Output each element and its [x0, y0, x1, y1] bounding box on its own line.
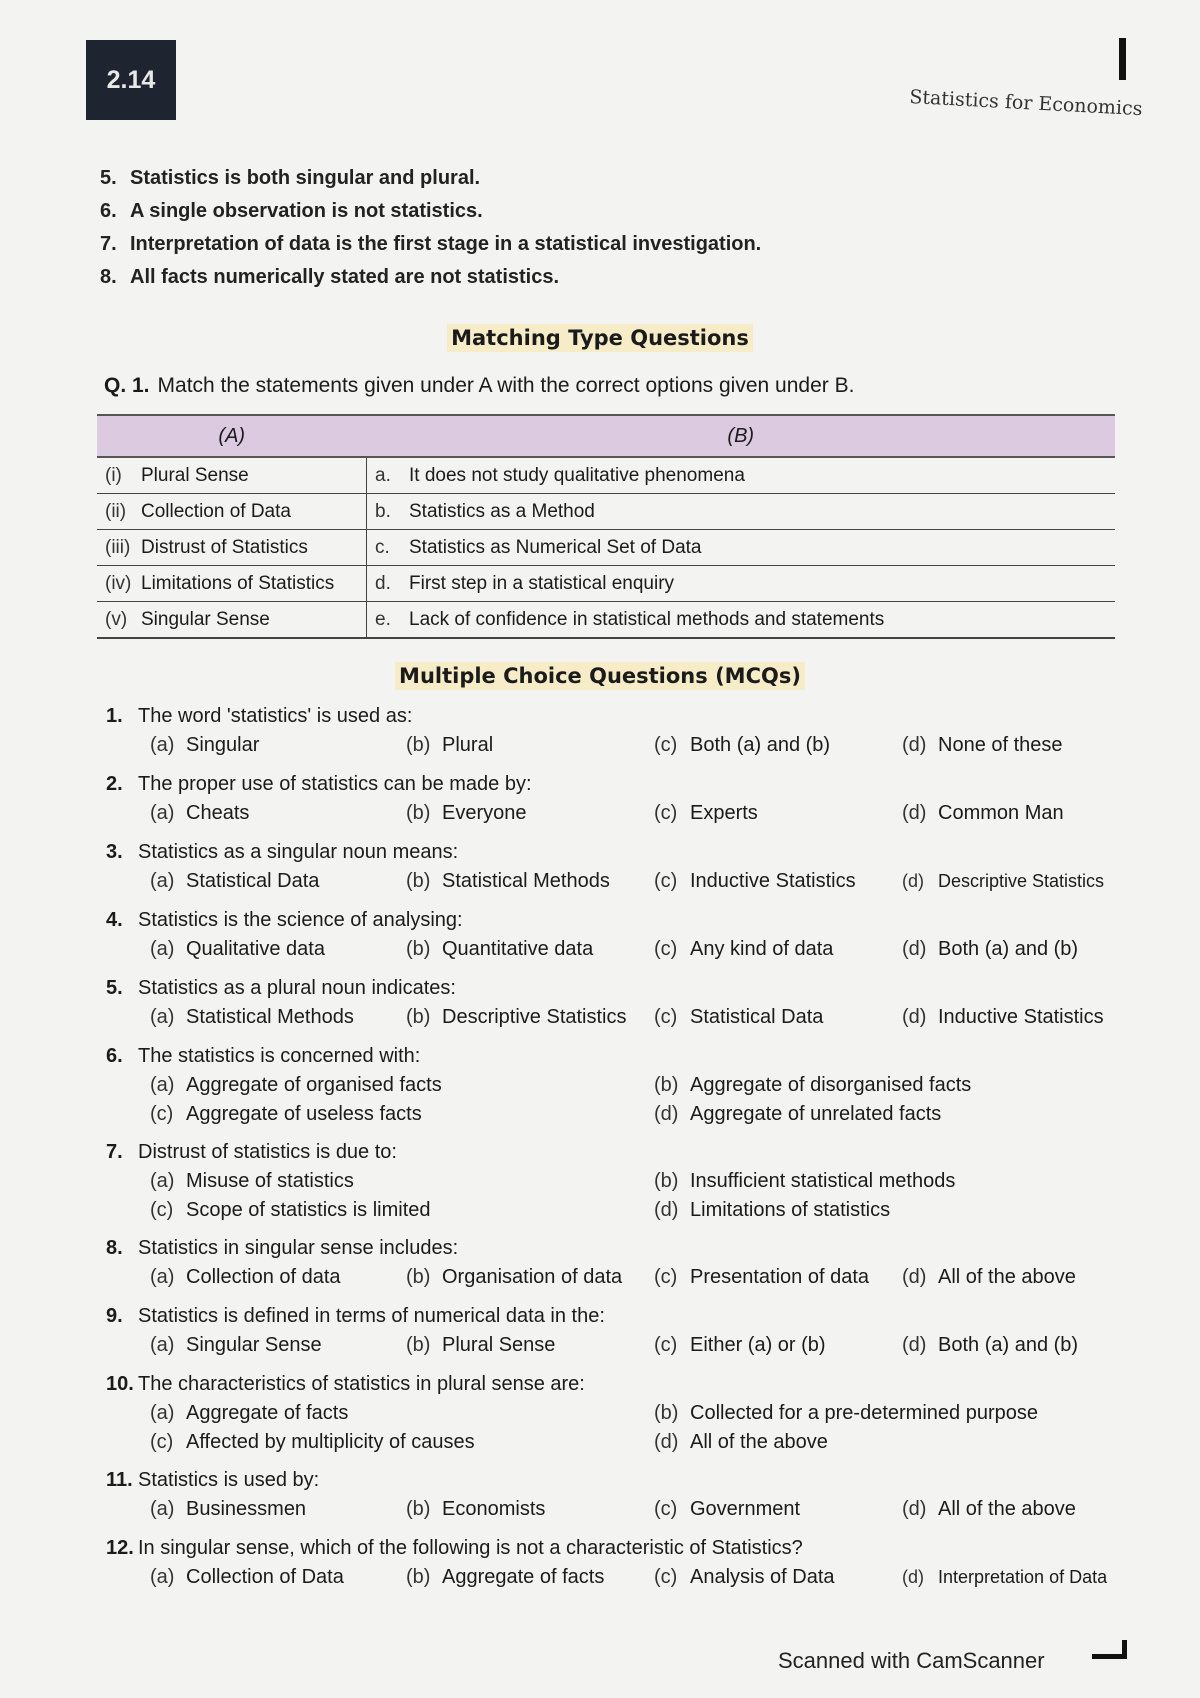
list-item: 6. A single observation is not statistics.	[100, 200, 483, 222]
mcq-question: 4. Statistics is the science of analysing: (a) Qualitative data (b) Quantitative data (c) Any kind of data (d) Both (a) and (b)	[106, 909, 1079, 960]
mcq-question: 7. Distrust of statistics is due to: (a) Misuse of statistics (b) Insufficient statistical methods (c) Scope of statistics is limited (d) Limitations of statistics	[106, 1141, 956, 1221]
list-item: 5. Statistics is both singular and plural.	[100, 167, 481, 189]
mcq-question: 5. Statistics as a plural noun indicates: (a) Statistical Methods (b) Descriptive Statistics (c) Statistical Data (d) Inductive Statistics	[106, 977, 1104, 1028]
true-false-list	[100, 162, 761, 294]
mcq-question: 9. Statistics is defined in terms of numerical data in the: (a) Singular Sense (b) Plural Sense (c) Either (a) or (b) (d) Both (a) and (b)	[106, 1305, 1079, 1356]
matching-question: Q. 1. Match the statements given under A with the correct options given under B.	[104, 374, 855, 397]
table-row: (ii) Collection of Data b. Statistics as a Method	[97, 494, 1115, 530]
corner-mark	[1092, 1640, 1127, 1659]
page-number-badge: 2.14	[86, 40, 176, 120]
mcq-question: 6. The statistics is concerned with: (a) Aggregate of organised facts (b) Aggregate of disorganised facts (c) Aggregate of useless facts (d) Aggregate of unrelated facts	[106, 1045, 972, 1125]
mcq-heading: Multiple Choice Questions (MCQs)	[0, 664, 1200, 688]
table-row: (i) Plural Sense a. It does not study qualitative phenomena	[97, 457, 1115, 494]
mcq-question: 3. Statistics as a singular noun means: (a) Statistical Data (b) Statistical Methods (c) Inductive Statistics (d) Descriptive Statistics	[106, 841, 1105, 892]
table-row: (iv) Limitations of Statistics d. First step in a statistical enquiry	[97, 566, 1115, 602]
table-row: (iii) Distrust of Statistics c. Statistics as Numerical Set of Data	[97, 530, 1115, 566]
mcq-question: 10. The characteristics of statistics in plural sense are: (a) Aggregate of facts (b) Collected for a pre-determined purpose (c) Affected by multiplicity of causes (d) All of the above	[106, 1373, 1038, 1453]
mcq-question: 8. Statistics in singular sense includes: (a) Collection of data (b) Organisation of data (c) Presentation of data (d) All of the above	[106, 1237, 1076, 1288]
matching-heading: Matching Type Questions	[0, 326, 1200, 350]
corner-mark	[1119, 38, 1126, 80]
mcq-question: 2. The proper use of statistics can be made by: (a) Cheats (b) Everyone (c) Experts (d) Common Man	[106, 773, 1064, 824]
matching-table	[97, 414, 1115, 639]
list-item: 7. Interpretation of data is the first stage in a statistical investigation.	[100, 233, 762, 255]
mcq-question: 11. Statistics is used by: (a) Businessmen (b) Economists (c) Government (d) All of the above	[106, 1469, 1076, 1520]
column-b-header: (B)	[367, 415, 1116, 457]
running-title: Statistics for Economics	[908, 86, 1143, 121]
column-a-header: (A)	[97, 415, 367, 457]
mcq-question: 1. The word 'statistics' is used as: (a) Singular (b) Plural (c) Both (a) and (b) (d) None of these	[106, 705, 1063, 756]
table-row: (v) Singular Sense e. Lack of confidence in statistical methods and statements	[97, 602, 1115, 639]
list-item: 8. All facts numerically stated are not statistics.	[100, 266, 560, 288]
scanner-watermark: Scanned with CamScanner	[778, 1648, 1045, 1673]
mcq-question: 12. In singular sense, which of the following is not a characteristic of Statistics? (a) Collection of Data (b) Aggregate of facts (c) Analysis of Data (d) Interpretation of Data	[106, 1537, 1108, 1588]
